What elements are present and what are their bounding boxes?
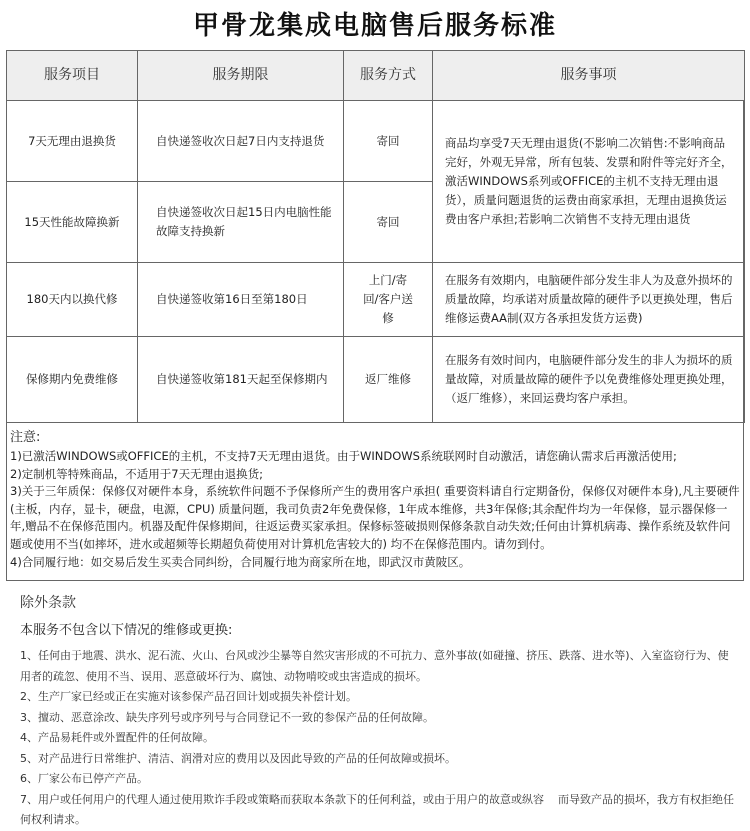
page-title: 甲骨龙集成电脑售后服务标准 bbox=[192, 11, 557, 41]
row-detail-merged: 商品均享受7天无理由退货(不影响二次销售:不影响商品完好，外观无异常，所有包装、发票和附件等完好齐全，激活WINDOWS系列或OFFICE的主机不支持无理由退货），质量问题退货的运费由商家承担，无理由退换货运费由客户承担;若影响二次销售不支持无理由退货 bbox=[433, 101, 745, 263]
row-method: 上门/寄回/客户送修 bbox=[344, 263, 433, 337]
row-period: 自快递签收第181天起至保修期内 bbox=[138, 337, 344, 423]
list-item: 6、厂家公布已停产产品。 bbox=[20, 772, 148, 785]
list-item: 5、对产品进行日常维护、清洁、润滑对应的费用以及因此导致的产品的任何故障或损坏。 bbox=[20, 751, 456, 765]
exclusions-heading: 除外条款 bbox=[20, 595, 76, 611]
list-item: 2、生产厂家已经或正在实施对该参保产品召回计划或损失补偿计划。 bbox=[20, 690, 357, 703]
header-service-period: 服务期限 bbox=[138, 51, 344, 101]
note-line: 4)合同履行地：如交易后发生买卖合同纠纷，合同履行地为商家所在地，即武汉市黄陂区。 bbox=[10, 554, 471, 569]
row-item: 保修期内免费维修 bbox=[7, 337, 138, 423]
notes-section bbox=[10, 428, 740, 571]
table-row bbox=[7, 263, 745, 337]
note-line: 1)已激活WINDOWS或OFFICE的主机，不支持7天无理由退货。由于WINDOWS系统联网时自动激活，请您确认需求后再激活使用; bbox=[10, 449, 677, 463]
row-detail: 在服务有效期内，电脑硬件部分发生非人为及意外损坏的质量故障，均承诺对质量故障的硬件予以更换处理，售后维修运费AA制(双方各承担发货方运费) bbox=[433, 263, 745, 337]
header-service-item: 服务项目 bbox=[7, 51, 138, 101]
note-line: 3)关于三年质保：保修仅对硬件本身，系统软件问题不予保修所产生的费用客户承担( 重要资料请自行定期备份，保修仅对硬件本身),凡主要硬件(主板，内存，显卡，硬盘，电源，CPU) 质量问题，我司负责2年免费保修，1年成本维修，共3年保修;其余配件均为一年保修，显示器保修一年,赠品不在保修范围内。机器及配件保修期间，往返运费买家承担。保修标签破损则保修条款自动失效;任何由计算机病毒、操作系统及软件问题或使用不当(如摔坏，进水或超频等长期超负荷使用对计算机危害较大的) 均不在保修范围内。请勿到付。 bbox=[10, 484, 740, 551]
notes-heading: 注意: bbox=[10, 430, 41, 445]
row-period: 自快递签收次日起7日内支持退货 bbox=[138, 101, 344, 182]
table-row bbox=[7, 337, 745, 423]
row-method: 寄回 bbox=[344, 101, 433, 182]
row-period: 自快递签收次日起15日内电脑性能故障支持换新 bbox=[138, 182, 344, 263]
row-item: 15天性能故障换新 bbox=[7, 182, 138, 263]
row-item: 180天内以换代修 bbox=[7, 263, 138, 337]
list-item: 3、擅动、恶意涂改、缺失序列号或序列号与合同登记不一致的参保产品的任何故障。 bbox=[20, 710, 434, 724]
list-item: 7、用户或任何用户的代理人通过使用欺诈手段或策略而获取本条款下的任何利益，或由于用户的故意或纵容 而导致产品的损坏，我方有权拒绝任何权利请求。 bbox=[20, 792, 734, 826]
row-method: 寄回 bbox=[344, 182, 433, 263]
service-table bbox=[6, 50, 745, 423]
row-detail: 在服务有效时间内，电脑硬件部分发生的非人为损坏的质量故障，对质量故障的硬件予以免费维修处理更换处理，（返厂维修），来回运费均客户承担。 bbox=[433, 337, 745, 423]
exclusions-section bbox=[20, 592, 735, 831]
row-period: 自快递签收第16日至第180日 bbox=[138, 263, 344, 337]
table-header-row bbox=[7, 51, 745, 101]
header-service-method: 服务方式 bbox=[344, 51, 433, 101]
list-item: 1、任何由于地震、洪水、泥石流、火山、台风或沙尘暴等自然灾害形成的不可抗力、意外事故(如碰撞、挤压、跌落、进水等)、入室盗窃行为、使用者的疏忽、使用不当、误用、恶意破坏行为、腐蚀、动物啃咬或虫害造成的损坏。 bbox=[20, 649, 729, 683]
exclusions-subheading: 本服务不包含以下情况的维修或更换: bbox=[20, 623, 233, 638]
exclusions-list bbox=[20, 646, 735, 831]
header-service-detail: 服务事项 bbox=[433, 51, 745, 101]
row-method: 返厂维修 bbox=[344, 337, 433, 423]
row-item: 7天无理由退换货 bbox=[7, 101, 138, 182]
list-item: 4、产品易耗件或外置配件的任何故障。 bbox=[20, 731, 214, 744]
note-line: 2)定制机等特殊商品，不适用于7天无理由退换货; bbox=[10, 466, 263, 481]
table-row bbox=[7, 101, 745, 182]
